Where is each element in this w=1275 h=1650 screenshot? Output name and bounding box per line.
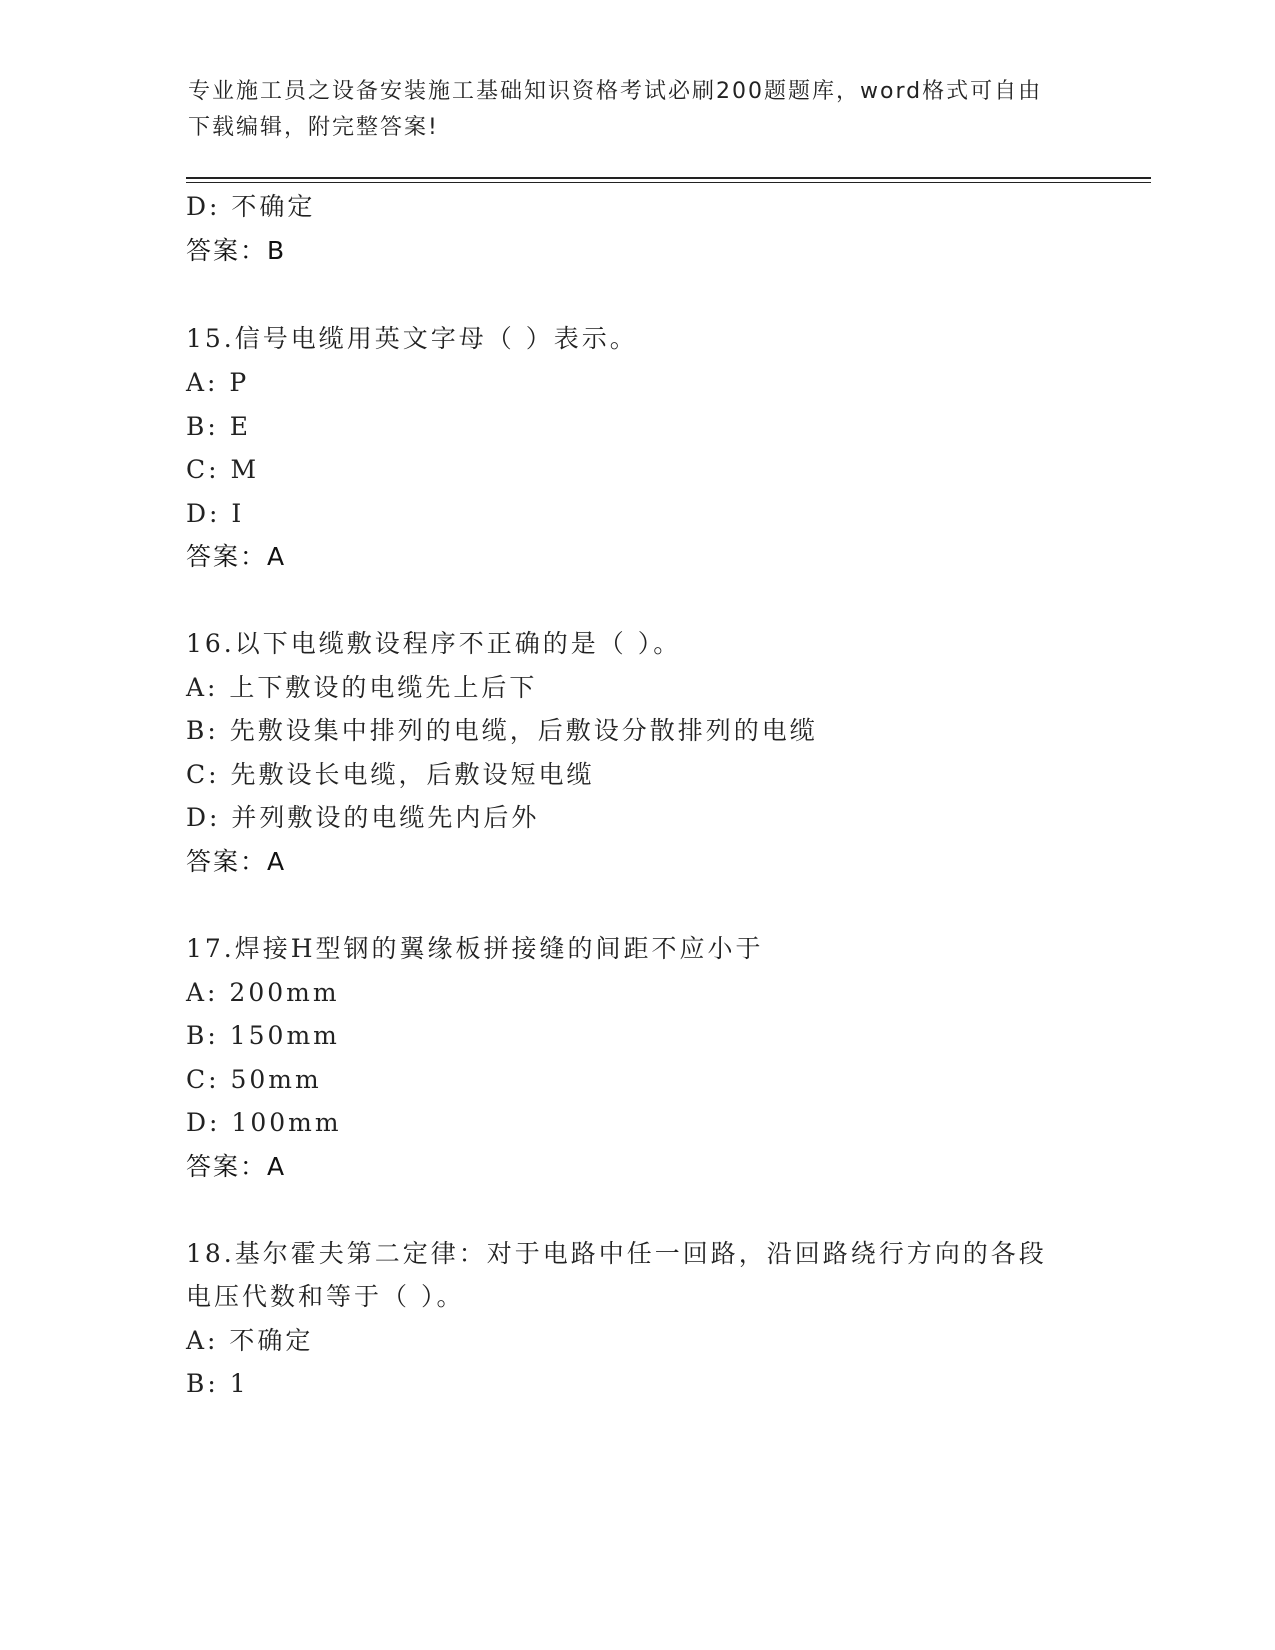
prev-answer: 答案：B [186,236,287,265]
prev-option-d: D: 不确定 [186,192,316,221]
option-b: B: 1 [186,1369,249,1398]
option-b: B: E [186,412,251,441]
option-d: D: 100mm [186,1108,342,1137]
option-b: B: 先敷设集中排列的电缆，后敷设分散排列的电缆 [186,716,818,745]
option-a: A: 不确定 [186,1326,314,1355]
header-divider-thick [186,177,1151,179]
option-a: A: 200mm [186,978,340,1007]
question-stem: 17.焊接H型钢的翼缘板拼接缝的间距不应小于 [186,934,764,963]
option-a: A: 上下敷设的电缆先上后下 [186,673,538,702]
header-line-2: 下载编辑，附完整答案! [188,115,439,140]
option-d: D: I [186,499,245,528]
answer: 答案：A [186,542,287,571]
question-stem: 16.以下电缆敷设程序不正确的是（ ）。 [186,629,682,658]
option-b: B: 150mm [186,1021,340,1050]
header-title [188,74,1088,146]
question-stem-line-1: 18.基尔霍夫第二定律：对于电路中任一回路，沿回路绕行方向的各段 [186,1239,1047,1268]
header-line-1: 专业施工员之设备安装施工基础知识资格考试必刷200题题库，word格式可自由 [188,79,1043,104]
option-d: D: 并列敷设的电缆先内后外 [186,803,540,832]
question-stem: 15.信号电缆用英文字母（ ）表示。 [186,324,638,353]
answer: 答案：A [186,847,287,876]
answer: 答案：A [186,1152,287,1181]
option-c: C: 50mm [186,1065,322,1094]
option-c: C: M [186,455,260,484]
option-a: A: P [186,368,250,397]
option-c: C: 先敷设长电缆，后敷设短电缆 [186,760,595,789]
question-stem-line-2: 电压代数和等于（ ）。 [186,1282,465,1311]
header-divider-thin [186,182,1151,183]
